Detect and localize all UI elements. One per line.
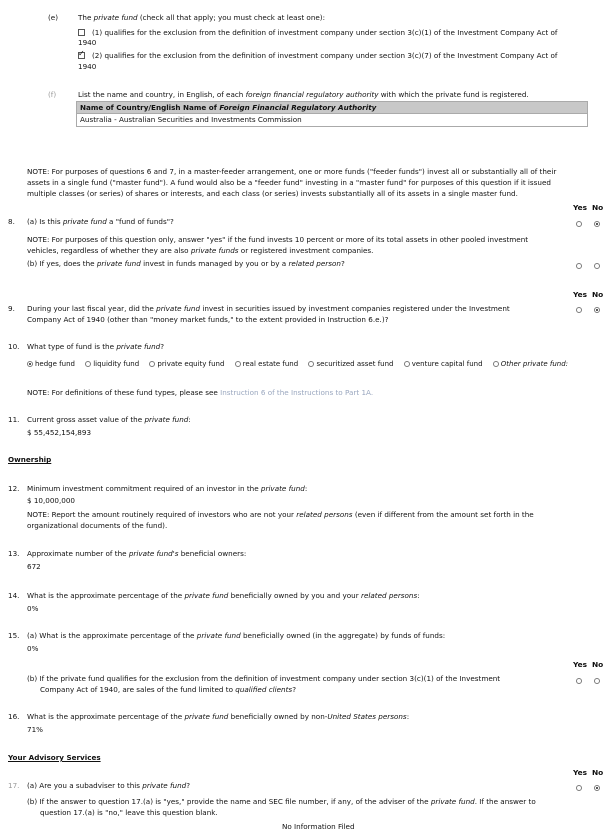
q17-yes-header: Yes: [573, 768, 588, 777]
venture-capital-fund-radio[interactable]: [404, 361, 410, 367]
hedge-fund-radio[interactable]: [27, 361, 33, 367]
private-equity-fund-radio[interactable]: [149, 361, 155, 367]
q15-yes-header: Yes: [573, 660, 588, 669]
fund-type-private-equity[interactable]: private equity fund: [149, 360, 228, 368]
q10-number: 10.: [8, 342, 20, 351]
q12-value: $ 10,000,000: [27, 496, 76, 505]
q9-yes-header: Yes: [573, 290, 588, 299]
exclusion-3c1-checkbox[interactable]: [78, 29, 85, 36]
q15b-text-line1: (b) If the private fund qualifies for the exclusion from the definition of investment company under section 3(c)(1) of the Investment: [27, 674, 501, 683]
q9-yes-radio[interactable]: [576, 307, 582, 313]
q17a-no-radio[interactable]: [594, 785, 600, 791]
liquidity-fund-radio[interactable]: [85, 361, 91, 367]
exclusion-3c7-label-line2: 1940: [78, 62, 97, 71]
q14-number: 14.: [8, 591, 20, 600]
q15-number: 15.: [8, 631, 20, 640]
securitized-asset-fund-radio[interactable]: [308, 361, 314, 367]
q12-note-line2: organizational documents of the fund).: [27, 521, 168, 530]
other-private-fund-radio[interactable]: [493, 361, 499, 367]
q15a-value: 0%: [27, 644, 39, 653]
question-f-label: (f): [48, 90, 57, 99]
ownership-heading: Ownership: [8, 455, 52, 464]
q11-value: $ 55,452,154,893: [27, 428, 92, 437]
q10-note: NOTE: For definitions of these fund types, please see Instruction 6 of the Instructions to Part 1A.: [27, 388, 374, 397]
advisory-services-heading: Your Advisory Services: [8, 753, 101, 762]
q9-number: 9.: [8, 304, 15, 313]
exclusion-3c1-label-line2: 1940: [78, 38, 97, 47]
question-e-label: (e): [48, 13, 59, 22]
q15-no-header: No: [592, 660, 604, 669]
q16-value: 71%: [27, 725, 43, 734]
q8a-text: (a) Is this private fund a "fund of funds"?: [27, 217, 174, 226]
q16-text: What is the approximate percentage of the private fund beneficially owned by non-United States persons:: [27, 712, 410, 721]
q15b-text-line2: Company Act of 1940, are sales of the fund limited to qualified clients?: [40, 685, 297, 694]
q8b-text: (b) If yes, does the private fund invest in funds managed by you or by a related person?: [27, 259, 345, 268]
table-cell-authority: Australia - Australian Securities and Investments Commission: [77, 114, 588, 126]
fund-type-real-estate[interactable]: real estate fund: [235, 360, 303, 368]
exclusion-3c7-checkbox[interactable]: [78, 52, 85, 59]
q8-yes-header: Yes: [573, 203, 588, 212]
fund-type-liquidity[interactable]: liquidity fund: [85, 360, 143, 368]
note-master-feeder-line1: NOTE: For purposes of questions 6 and 7, in a master-feeder arrangement, one or more funds ("feeder funds") invest all or substantially all of their: [27, 167, 557, 176]
q9-text-line1: During your last fiscal year, did the private fund invest in securities issued by investment companies registered under the Investment: [27, 304, 510, 313]
note-master-feeder-line2: assets in a single fund ("master fund"). A fund would also be a "feeder fund" investing in a "master fund" for purposes of this question if it issued: [27, 178, 551, 187]
q17a-text: (a) Are you a subadviser to this private fund?: [27, 781, 191, 790]
q13-value: 672: [27, 562, 41, 571]
table-header: Name of Country/English Name of Foreign Financial Regulatory Authority: [77, 102, 588, 114]
fund-type-options: [27, 360, 572, 369]
q9-text-line2: Company Act of 1940 (other than "money market funds," to the extent provided in Instruction 6.e.)?: [27, 315, 389, 324]
q13-number: 13.: [8, 549, 20, 558]
q8-note-line1: NOTE: For purposes of this question only, answer "yes" if the fund invests 10 percent or more of its total assets in other pooled investment: [27, 235, 529, 244]
q12-text: Minimum investment commitment required of an investor in the private fund:: [27, 484, 308, 493]
q15a-text: (a) What is the approximate percentage of the private fund beneficially owned (in the aggregate) by funds of funds:: [27, 631, 446, 640]
note-master-feeder-line3: multiple classes (or series) of shares or interests, and each class (or series) invests substantially all of its assets in a single master fund.: [27, 189, 518, 198]
q8b-no-radio[interactable]: [594, 263, 600, 269]
q17b-text-line1: (b) If the answer to question 17.(a) is "yes," provide the name and SEC file number, if any, of the adviser of the private fund. If the answer to: [27, 797, 536, 806]
q17a-yes-radio[interactable]: [576, 785, 582, 791]
exclusion-3c7-label-line1: (2) qualifies for the exclusion from the definition of investment company under section 3(c)(7) of the Investment Company Act of: [92, 51, 558, 60]
q8b-yes-radio[interactable]: [576, 263, 582, 269]
q9-no-header: No: [592, 290, 604, 299]
table-row: [77, 114, 588, 126]
q16-number: 16.: [8, 712, 20, 721]
q8a-yes-radio[interactable]: [576, 221, 582, 227]
q8-no-header: No: [592, 203, 604, 212]
q8-number: 8.: [8, 217, 15, 226]
q13-text: Approximate number of the private fund's beneficial owners:: [27, 549, 247, 558]
q11-text: Current gross asset value of the private fund:: [27, 415, 191, 424]
q14-text: What is the approximate percentage of the private fund beneficially owned by you and your related persons:: [27, 591, 420, 600]
q10-text: What type of fund is the private fund?: [27, 342, 165, 351]
q12-number: 12.: [8, 484, 20, 493]
instructions-link[interactable]: Instruction 6 of the Instructions to Part 1A: [220, 388, 371, 397]
no-information-filed: No Information Filed: [282, 822, 355, 831]
q15b-yes-radio[interactable]: [576, 678, 582, 684]
fund-type-venture[interactable]: venture capital fund: [404, 360, 487, 368]
table-header-row: [77, 102, 588, 114]
fund-type-hedge[interactable]: hedge fund: [27, 360, 79, 368]
q9-no-radio[interactable]: [594, 307, 600, 313]
q15b-no-radio[interactable]: [594, 678, 600, 684]
q12-note-line1: NOTE: Report the amount routinely required of investors who are not your related persons (even if different from the amount set forth in the: [27, 510, 534, 519]
fund-type-securitized[interactable]: securitized asset fund: [308, 360, 397, 368]
fund-type-other[interactable]: Other private fund:: [493, 360, 568, 368]
q17-no-header: No: [592, 768, 604, 777]
question-e-text: The private fund (check all that apply; you must check at least one):: [78, 13, 326, 22]
q14-value: 0%: [27, 604, 39, 613]
q17b-text-line2: question 17.(a) is "no," leave this question blank.: [40, 808, 218, 817]
exclusion-3c1-label-line1: (1) qualifies for the exclusion from the definition of investment company under section 3(c)(1) of the Investment Company Act of: [92, 28, 558, 37]
q8a-no-radio[interactable]: [594, 221, 600, 227]
q8-note-line2: vehicles, regardless of whether they are also private funds or registered investment companies.: [27, 246, 374, 255]
q17-number: 17.: [8, 781, 20, 790]
q11-number: 11.: [8, 415, 20, 424]
regulatory-authority-table: [76, 101, 588, 127]
real-estate-fund-radio[interactable]: [235, 361, 241, 367]
question-f-text: List the name and country, in English, of each foreign financial regulatory authority with which the private fund is registered.: [78, 90, 529, 99]
